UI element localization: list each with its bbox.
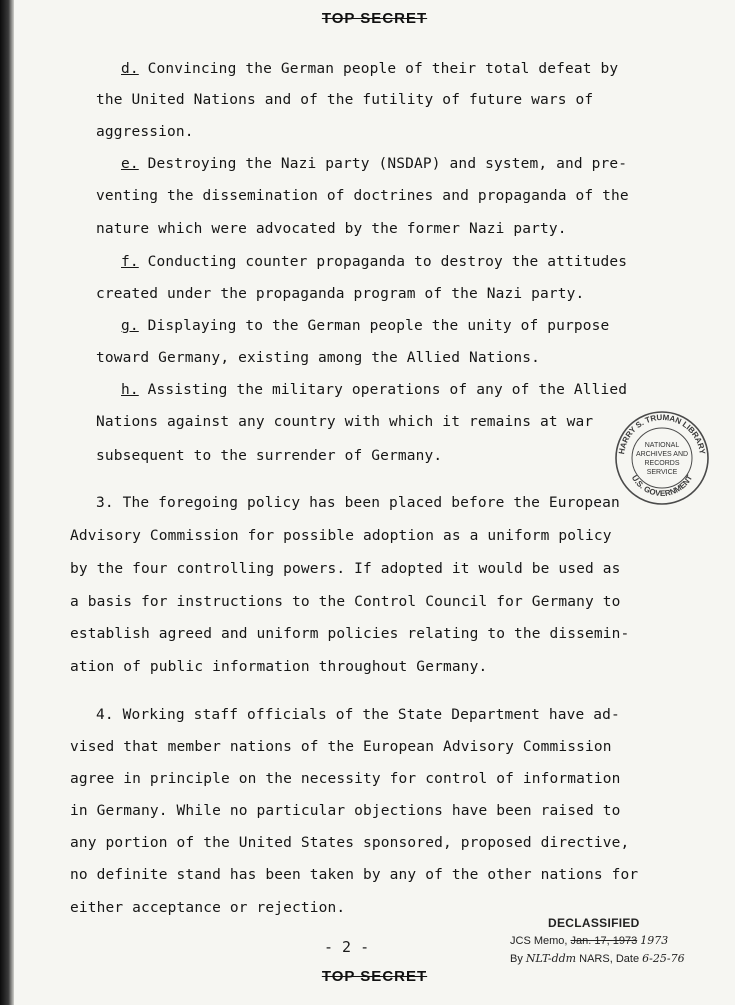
list-item-d-text: Convincing the German people of their total defeat by [138,61,619,77]
paragraph-4-line-5: any portion of the United States sponsored, proposed directive, [70,835,630,851]
list-letter-d: d. [121,61,139,77]
list-item-h-text: Assisting the military operations of any of the Allied [138,382,628,398]
paragraph-4-line-2: vised that member nations of the European Advisory Commission [70,739,612,755]
stamp-center-line-4: SERVICE [646,469,678,476]
list-item-h-line-1 [121,382,627,398]
stamp-center-line-3: RECORDS [644,460,680,467]
list-item-g-text: Displaying to the German people the unity of purpose [138,318,610,334]
classification-marking-top: TOP SECRET [321,10,428,27]
paragraph-4-line-3: agree in principle on the necessity for control of information [70,771,621,787]
list-letter-e: e. [121,156,139,172]
document-page [14,0,735,1005]
nars-date-label: NARS, Date [579,953,640,965]
list-item-h-line-2: Nations against any country with which it remains at war [96,414,594,430]
list-letter-f: f. [121,254,139,270]
paragraph-3-line-6: ation of public information throughout Germany. [70,659,488,675]
memo-struck-date: Jan. 17, 1973 [570,935,638,947]
list-item-g-line-2: toward Germany, existing among the Allied Nations. [96,350,540,366]
paragraph-4-line-4: in Germany. While no particular objections have been raised to [70,803,621,819]
memo-label: JCS Memo, [510,935,568,947]
declassification-memo-row [510,934,668,947]
paragraph-3-line-5: establish agreed and uniform policies relating to the dissemin- [70,626,630,642]
paragraph-3-line-3: by the four controlling powers. If adopted it would be used as [70,561,621,577]
stamp-ring-top-text: HARRY S. TRUMAN LIBRARY [617,412,707,455]
page-number: - 2 - [324,938,370,956]
svg-text:HARRY S. TRUMAN LIBRARY [617,413,707,456]
list-item-f-line-1 [121,254,627,270]
list-item-d-line-1 [121,61,618,77]
list-item-d-line-3: aggression. [96,124,194,140]
list-letter-h: h. [121,382,139,398]
list-item-g-line-1 [121,318,609,334]
by-signature: NLT-ddm [525,952,577,965]
paragraph-4-line-7: either acceptance or rejection. [70,900,346,916]
list-item-e-line-3: nature which were advocated by the former Nazi party. [96,221,567,237]
list-item-e-line-1 [121,156,627,172]
handwritten-date: 6-25-76 [642,952,685,965]
by-label: By [510,953,523,965]
truman-library-seal-stamp [614,410,710,506]
stamp-ring-bottom-text: U.S. GOVERNMENT [629,473,695,499]
list-item-d-line-2: the United Nations and of the futility of future wars of [96,92,594,108]
paragraph-4-line-6: no definite stand has been taken by any of the other nations for [70,867,639,883]
stamp-center-line-2: ARCHIVES AND [635,451,689,458]
list-letter-g: g. [121,318,139,334]
paragraph-3-line-1: 3. The foregoing policy has been placed before the European [96,495,620,511]
list-item-f-line-2: created under the propaganda program of the Nazi party. [96,286,585,302]
classification-marking-bottom: TOP SECRET [321,968,428,985]
list-item-e-text: Destroying the Nazi party (NSDAP) and system, and pre- [138,156,628,172]
stamp-center-line-1: NATIONAL [644,442,680,449]
list-item-f-text: Conducting counter propaganda to destroy the attitudes [138,254,628,270]
scan-left-edge [0,0,14,1005]
list-item-h-line-3: subsequent to the surrender of Germany. [96,448,443,464]
declassification-by-row [510,952,685,965]
paragraph-4-line-1: 4. Working staff officials of the State Department have ad- [96,707,620,723]
paragraph-3-line-2: Advisory Commission for possible adoption as a uniform policy [70,528,612,544]
paragraph-3-line-4: a basis for instructions to the Control Council for Germany to [70,594,621,610]
svg-text:U.S. GOVERNMENT [630,474,695,499]
memo-handwritten-year: 1973 [640,934,669,947]
list-item-e-line-2: venting the dissemination of doctrines and propaganda of the [96,188,629,204]
declassified-title: DECLASSIFIED [548,916,640,930]
